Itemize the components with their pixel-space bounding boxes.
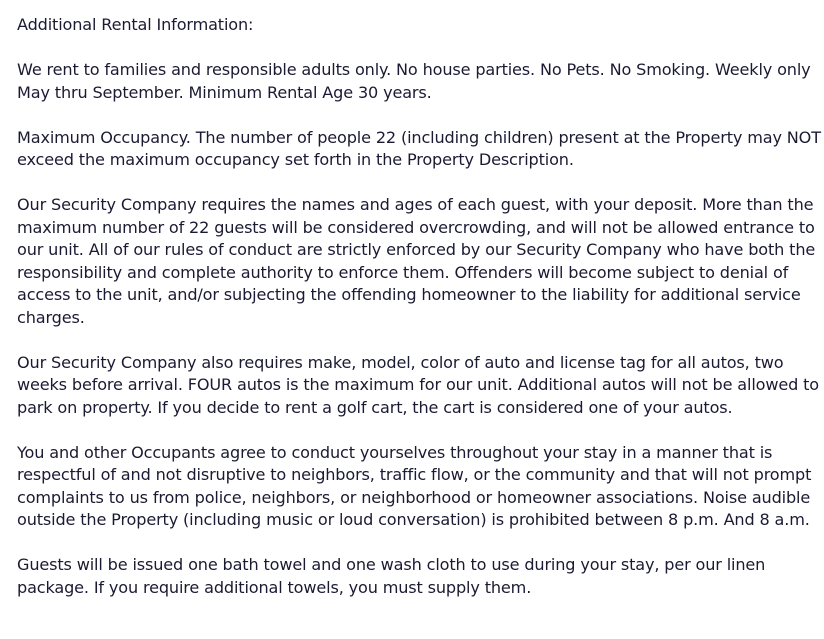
paragraph-security-guest-list: Our Security Company requires the names and ages of each guest, with your deposit. More than the maximum number of 22 guests will be considered overcrowding, and will not be allowed entrance to our unit. All of our rules of conduct are strictly enforced by our Security Company who have both the responsibility and complete authority to enforce them. Offenders will become subject to denial of access to the unit, and/or subjecting the offending homeowner to the liability for additional service charges. [17, 195, 816, 327]
paragraph-security-autos: Our Security Company also requires make, model, color of auto and license tag for all autos, two weeks before arrival. FOUR autos is the maximum for our unit. Additional autos will not be allowed to park on property. If you decide to rent a golf cart, the cart is considered one of your autos. [17, 352, 820, 417]
section-heading: Additional Rental Information: [17, 15, 254, 34]
paragraph-conduct-noise: You and other Occupants agree to conduct yourselves throughout your stay in a manner that is respectful of and not disruptive to neighbors, traffic flow, or the community and that will not prompt complaints to us from police, neighbors, or neighborhood or homeowner associations. Noise audible outside the Property (including music or loud conversation) is prohibited between 8 p.m. And 8 a.m. [17, 442, 812, 529]
paragraph-house-rules: We rent to families and responsible adults only. No house parties. No Pets. No Smoking. Weekly only May thru September. Minimum Rental Age 30 years. [17, 60, 811, 102]
paragraph-linens: Guests will be issued one bath towel and one wash cloth to use during your stay, per our linen package. If you require additional towels, you must supply them. [17, 555, 766, 597]
paragraph-maximum-occupancy: Maximum Occupancy. The number of people 22 (including children) present at the Property may NOT exceed the maximum occupancy set forth in the Property Description. [17, 127, 821, 169]
